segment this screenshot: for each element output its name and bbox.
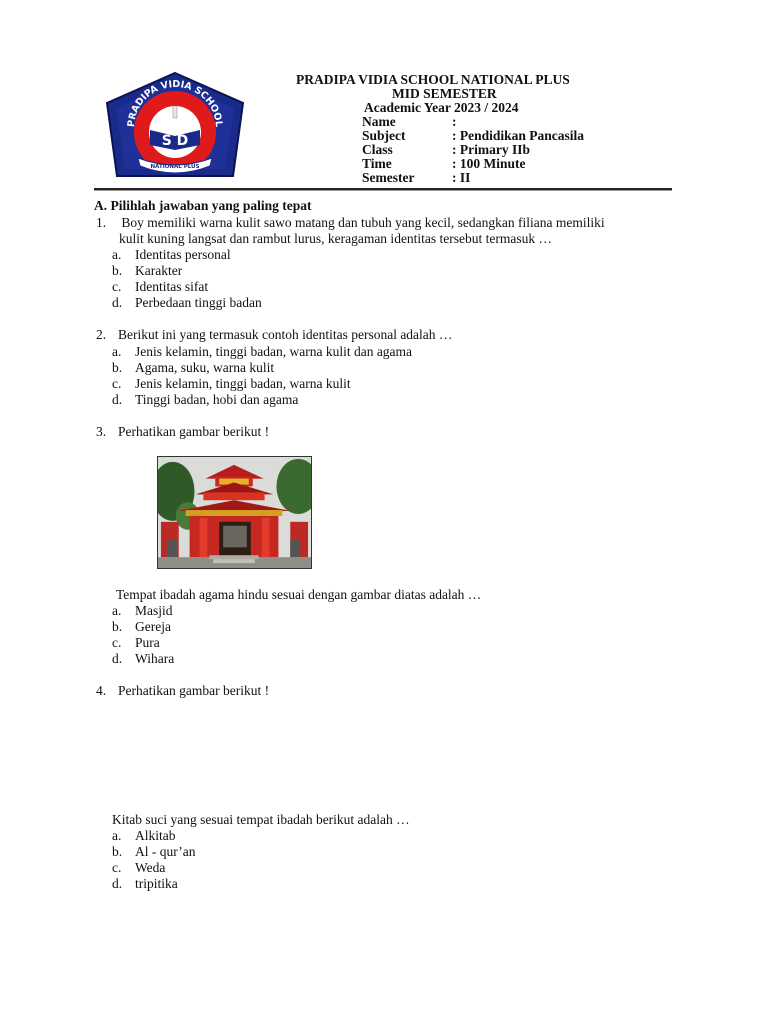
option-text: Alkitab (135, 828, 176, 843)
logo-arc-text: PRADIPA VIDIA SCHOOL (125, 78, 225, 128)
question-text: Kitab suci yang sesuai tempat ibadah berikut adalah … (112, 812, 410, 827)
question-text: Tempat ibadah agama hindu sesuai dengan gambar diatas adalah … (116, 587, 482, 602)
question-text: Perhatikan gambar berikut ! (118, 424, 270, 439)
option-letter: b. (112, 360, 123, 375)
option-letter: d. (112, 876, 123, 891)
option-text: Jenis kelamin, tinggi badan, warna kulit dan agama (135, 344, 413, 359)
option-a[interactable] (112, 344, 412, 360)
info-label: Name (362, 114, 396, 129)
question-number: 4. (96, 683, 107, 698)
info-label: Time (362, 156, 392, 171)
option-text: Wihara (135, 651, 175, 666)
info-label: Semester (362, 170, 415, 185)
option-text: Weda (135, 860, 166, 875)
option-d[interactable] (112, 295, 262, 311)
option-b[interactable] (112, 844, 195, 860)
exam-title: MID SEMESTER (392, 86, 497, 101)
temple-image (157, 456, 312, 569)
school-name: PRADIPA VIDIA SCHOOL NATIONAL PLUS (296, 72, 570, 87)
question-text-continued: kulit kuning langsat dan rambut lurus, keragaman identitas tersebut termasuk … (119, 231, 553, 246)
option-b[interactable] (112, 360, 274, 376)
option-letter: d. (112, 295, 123, 310)
option-c[interactable] (112, 279, 208, 295)
option-text: Identitas sifat (135, 279, 209, 294)
question-number: 1. (96, 215, 107, 230)
question-1 (96, 215, 605, 231)
option-letter: c. (112, 635, 122, 650)
info-label: Subject (362, 128, 406, 143)
option-letter: d. (112, 392, 123, 407)
option-letter: b. (112, 619, 123, 634)
logo-banner: NATIONAL PLUS (150, 164, 200, 170)
question-4 (96, 683, 269, 699)
option-letter: c. (112, 860, 122, 875)
question-2 (96, 327, 452, 343)
option-a[interactable] (112, 828, 176, 844)
option-letter: a. (112, 344, 122, 359)
info-value: : (452, 114, 457, 129)
option-text: Karakter (135, 263, 183, 278)
academic-year: Academic Year 2023 / 2024 (364, 100, 519, 115)
option-d[interactable] (112, 392, 298, 408)
option-letter: d. (112, 651, 123, 666)
option-text: tripitika (135, 876, 178, 891)
option-d[interactable] (112, 876, 178, 892)
school-logo (104, 70, 246, 184)
option-letter: a. (112, 603, 122, 618)
option-letter: b. (112, 844, 123, 859)
info-row-semester (362, 170, 470, 186)
info-value: : Pendidikan Pancasila (452, 128, 585, 143)
section-title: A. Pilihlah jawaban yang paling tepat (94, 198, 312, 213)
option-c[interactable] (112, 860, 165, 876)
option-a[interactable] (112, 247, 231, 263)
option-text: Masjid (135, 603, 173, 618)
info-value: : II (452, 170, 471, 185)
option-text: Perbedaan tinggi badan (135, 295, 262, 310)
question-3 (96, 424, 269, 440)
question-text: Perhatikan gambar berikut ! (118, 683, 270, 698)
option-b[interactable] (112, 263, 182, 279)
option-text: Jenis kelamin, tinggi badan, warna kulit (135, 376, 351, 391)
info-value: : 100 Minute (452, 156, 526, 171)
question-text: Berikut ini yang termasuk contoh identitas personal adalah … (118, 327, 453, 342)
header-divider (94, 188, 672, 191)
option-text: Agama, suku, warna kulit (135, 360, 275, 375)
info-value: : Primary IIb (452, 142, 530, 157)
option-letter: b. (112, 263, 123, 278)
option-text: Gereja (135, 619, 171, 634)
option-c[interactable] (112, 376, 351, 392)
option-letter: c. (112, 279, 122, 294)
option-text: Pura (135, 635, 160, 650)
option-d[interactable] (112, 651, 174, 667)
question-number: 2. (96, 327, 107, 342)
option-text: Al - qur’an (135, 844, 196, 859)
option-a[interactable] (112, 603, 173, 619)
option-letter: c. (112, 376, 122, 391)
option-b[interactable] (112, 619, 171, 635)
option-text: Identitas personal (135, 247, 231, 262)
question-text: Boy memiliki warna kulit sawo matang dan tubuh yang kecil, sedangkan filiana memiliki (118, 215, 605, 230)
option-text: Tinggi badan, hobi dan agama (135, 392, 299, 407)
question-number: 3. (96, 424, 107, 439)
option-letter: a. (112, 828, 122, 843)
option-letter: a. (112, 247, 122, 262)
logo-initials: S D (161, 133, 189, 149)
info-label: Class (362, 142, 393, 157)
option-c[interactable] (112, 635, 160, 651)
